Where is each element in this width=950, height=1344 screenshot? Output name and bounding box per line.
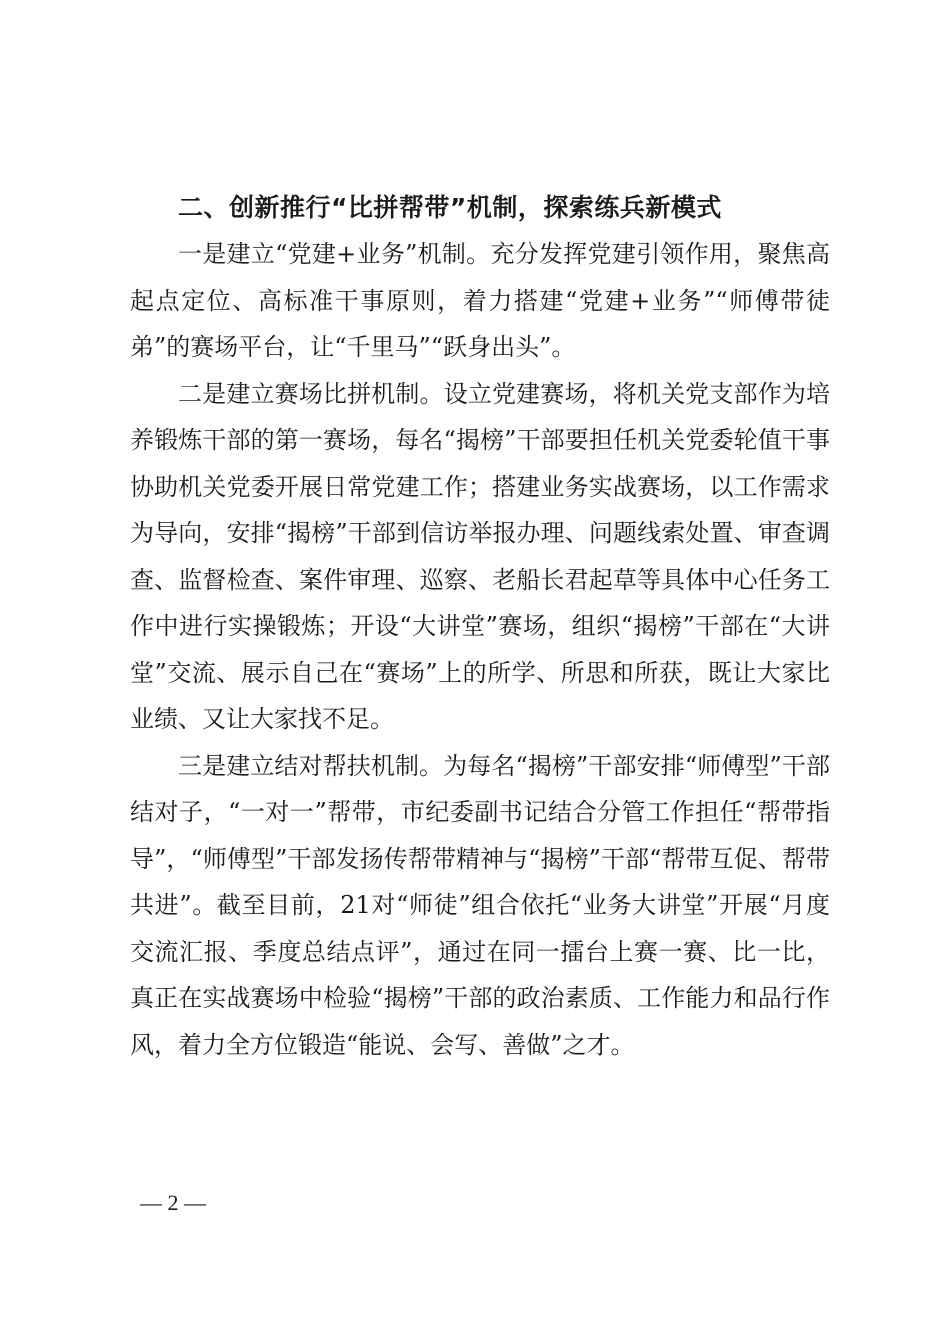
paragraph-party-building: 一是建立“党建+业务”机制。充分发挥党建引领作用，聚焦高起点定位、高标准干事原则，着力搭建“党建+业务”“师傅带徒弟”的赛场平台，让“千里马”“跃身出头”。	[130, 240, 830, 361]
page-number: — 2 —	[140, 1190, 206, 1215]
body-text	[130, 231, 830, 1068]
paragraph-mentoring: 三是建立结对帮扶机制。为每名“揭榜”干部安排“师傅型”干部结对子，“一对一”帮带，市纪委副书记结合分管工作担任“帮带指导”，“师傅型”干部发扬传帮带精神与“揭榜”干部“帮带互促、帮带共进”。截至目前，21对“师徒”组合依托“业务大讲堂”开展“月度交流汇报、季度总结点评”，通过在同一擂台上赛一赛、比一比，真正在实战赛场中检验“揭榜”干部的政治素质、工作能力和品行作风，着力全方位锻造“能说、会写、善做”之才。	[130, 751, 830, 1059]
paragraph-competition: 二是建立赛场比拼机制。设立党建赛场，将机关党支部作为培养锻炼干部的第一赛场，每名“揭榜”干部要担任机关党委轮值干事协助机关党委开展日常党建工作；搭建业务实战赛场，以工作需求为导向，安排“揭榜”干部到信访举报办理、问题线索处置、审查调查、监督检查、案件审理、巡察、老船长君起草等具体中心任务工作中进行实操锻炼；开设“大讲堂”赛场，组织“揭榜”干部在“大讲堂”交流、展示自己在“赛场”上的所学、所思和所获，既让大家比业绩、又让大家找不足。	[130, 379, 830, 733]
section-heading: 二、创新推行“比拼帮带”机制，探索练兵新模式	[178, 193, 722, 222]
